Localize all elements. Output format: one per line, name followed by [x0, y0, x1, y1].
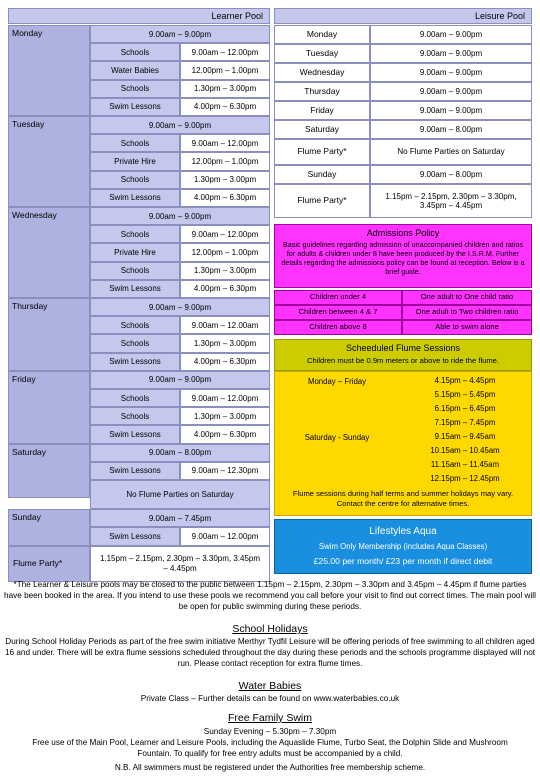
admissions-text: Basic guidelines regarding admission of unaccompanied children and ratios for adults & children under 8 have been produced by the I.S.R.M. Further details regarding the admissions policy can be found at reception. Below is a brief guide.	[281, 240, 525, 276]
session-name: Schools	[90, 171, 180, 189]
session-name: Swim Lessons	[90, 189, 180, 207]
session-name: Private Hire	[90, 152, 180, 170]
session-time: 4.00pm – 6.30pm	[180, 98, 270, 116]
session-name: Swim Lessons	[90, 425, 180, 443]
lifestyles-price: £25.00 per month/ £23 per month if direct debit	[313, 556, 493, 566]
leisure-day-label: Flume Party*	[274, 184, 370, 218]
session-time: 9.00am – 12.00pm	[180, 225, 270, 243]
session-time: 1.30pm – 3.00pm	[180, 407, 270, 425]
flume-sessions-subtitle: Children must be 0.9m meters or above to ride the flume.	[306, 356, 500, 365]
leisure-day-label: Friday	[274, 101, 370, 120]
leisure-day-label: Monday	[274, 25, 370, 44]
session-time: 9.00am – 12.30pm	[180, 462, 270, 480]
leisure-pool-header: Leisure Pool	[274, 8, 532, 24]
leisure-day-label: Thursday	[274, 82, 370, 101]
flume-weekend-label: Saturday - Sunday	[304, 433, 370, 442]
opening-hours: 9.00am – 9.00pm	[90, 25, 270, 43]
flume-weekday-times	[399, 372, 531, 430]
session-name: Schools	[90, 134, 180, 152]
flume-weekend-times	[399, 428, 531, 486]
day-label-thursday: Thursday	[12, 301, 48, 312]
flume-sessions-box	[274, 371, 532, 516]
admissions-age-group: Children under 4	[274, 290, 402, 305]
lifestyles-subtitle: Swim Only Membership (includes Aqua Classes)	[318, 542, 488, 551]
opening-hours: 9.00am – 9.00pm	[90, 298, 270, 316]
free-family-swim-title: Free Family Swim	[227, 712, 312, 724]
admissions-age-group: Children between 4 & 7	[274, 305, 402, 320]
session-name: Schools	[90, 407, 180, 425]
learner-flume-party-label: Flume Party*	[8, 546, 90, 582]
session-time: 1.30pm – 3.00pm	[180, 334, 270, 352]
day-label-saturday: Saturday	[12, 446, 47, 457]
leisure-day-label: Sunday	[274, 165, 370, 184]
leisure-hours: 9.00am – 9.00pm	[370, 82, 532, 101]
leisure-day-label: Tuesday	[274, 44, 370, 63]
day-label-wednesday: Wednesday	[12, 210, 57, 221]
leisure-hours: 9.00am – 9.00pm	[370, 63, 532, 82]
flume-session-time: 6.15pm – 6.45pm	[434, 404, 496, 413]
free-family-swim-text: Free use of the Main Pool, Learner and Leisure Pools, including the Aquaslide Flume, Turbo Seat, the Dolphin Slide and Mushroom Fountain. To qualify for free entry adults must be accompanied by a child.	[32, 738, 508, 758]
session-name: Swim Lessons	[90, 527, 180, 545]
leisure-hours: 1.15pm – 2.15pm, 2.30pm – 3.30pm, 3.45pm – 4.45pm	[370, 184, 532, 218]
session-time: 9.00am – 12.00pm	[180, 134, 270, 152]
flume-sessions-header	[274, 339, 532, 371]
flume-sessions-note: Flume sessions during half terms and summer holidays may vary. Contact the centre for alternative times.	[292, 489, 514, 508]
session-time: 12.00pm – 1.00pm	[180, 243, 270, 261]
session-name: Swim Lessons	[90, 98, 180, 116]
flume-weekday-label: Monday – Friday	[307, 377, 367, 386]
day-label-tuesday: Tuesday	[12, 119, 45, 130]
session-time: 12.00pm – 1.00pm	[180, 152, 270, 170]
session-time: 4.00pm – 6.30pm	[180, 280, 270, 298]
admissions-age-group: Children above 8	[274, 320, 402, 335]
flume-session-time: 11.15am – 11.45am	[430, 460, 500, 469]
opening-hours: 9.00am – 9.00pm	[90, 207, 270, 225]
leisure-hours: No Flume Parties on Saturday	[370, 139, 532, 165]
flume-session-time: 12.15pm – 12.45pm	[430, 474, 500, 483]
leisure-hours: 9.00am – 9.00pm	[370, 25, 532, 44]
day-label-friday: Friday	[12, 374, 36, 384]
flume-session-time: 9.15am – 9.45am	[434, 432, 496, 441]
learner-pool-header: Learner Pool	[8, 8, 270, 24]
session-name: Schools	[90, 80, 180, 98]
opening-hours: 9.00am – 9.00pm	[90, 116, 270, 134]
leisure-hours: 9.00am – 9.00pm	[370, 101, 532, 120]
session-name: Schools	[90, 334, 180, 352]
flume-sessions-title: Scheeduled Flume Sessions	[345, 343, 461, 353]
admissions-policy-box	[274, 224, 532, 288]
session-time: 1.30pm – 3.00pm	[180, 171, 270, 189]
session-name: Schools	[90, 316, 180, 334]
session-time: 4.00pm – 6.30pm	[180, 189, 270, 207]
session-name: Schools	[90, 262, 180, 280]
session-time: 9.00am – 12.00pm	[180, 389, 270, 407]
flume-session-time: 7.15pm – 7.45pm	[434, 418, 496, 427]
learner-flume-party-times: 1.15pm – 2.15pm, 2.30pm – 3.30pm, 3.45pm – 4.45pm	[90, 546, 270, 582]
lifestyles-title: Lifestyles Aqua	[369, 526, 437, 537]
opening-hours: 9.00am – 9.00pm	[90, 371, 270, 389]
flume-session-time: 4.15pm – 4.45pm	[434, 376, 496, 385]
day-label-sunday: Sunday	[12, 512, 41, 523]
leisure-hours: 9.00am – 8.00pm	[370, 165, 532, 184]
water-babies-title: Water Babies	[238, 680, 302, 692]
session-time: 4.00pm – 6.30pm	[180, 353, 270, 371]
leisure-hours: 9.00am – 9.00pm	[370, 44, 532, 63]
lifestyles-aqua-box	[274, 519, 532, 574]
leisure-day-label: Flume Party*	[274, 139, 370, 165]
session-time: 9.00am – 12.00pm	[180, 527, 270, 545]
free-family-swim-note: N.B. All swimmers must be registered under the Authorities free membership scheme.	[114, 763, 426, 772]
session-name: Swim Lessons	[90, 353, 180, 371]
session-name: Schools	[90, 389, 180, 407]
admissions-title: Admissions Policy	[366, 228, 440, 238]
free-family-swim-time: Sunday Evening – 5.30pm – 7.30pm	[203, 727, 337, 736]
footnote: *The Learner & Leisure pools may be closed to the public between 1.15pm – 2.15pm, 2.30pm – 3.30pm and 3.45pm – 4.45pm if flume parties have been booked in the area. If you intend to use these pools we recommend you call before your visit to find out correct times. The main pool will be open for public swimming during these periods.	[4, 580, 536, 611]
session-time: 9.00am – 12.00am	[180, 316, 270, 334]
opening-hours: 9.00am – 8.00pm	[90, 444, 270, 462]
school-holidays-title: School Holidays	[232, 623, 308, 635]
leisure-day-label: Wednesday	[274, 63, 370, 82]
flume-session-time: 5.15pm – 5.45pm	[434, 390, 496, 399]
session-name: Schools	[90, 225, 180, 243]
day-label-monday: Monday	[12, 28, 43, 39]
session-name: Water Babies	[90, 61, 180, 79]
admissions-ratio: One adult to Two children ratio	[402, 305, 532, 320]
leisure-hours: 9.00am – 8.00pm	[370, 120, 532, 139]
session-time: 12.00pm – 1.00pm	[180, 61, 270, 79]
water-babies-text: Private Class – Further details can be found on www.waterbabies.co.uk	[140, 694, 400, 703]
flume-session-time: 10.15am – 10.45am	[430, 446, 500, 455]
session-time: 9.00am – 12.00pm	[180, 43, 270, 61]
session-name: Swim Lessons	[90, 280, 180, 298]
saturday-flume-note: No Flume Parties on Saturday	[90, 480, 270, 509]
session-time: 1.30pm – 3.00pm	[180, 262, 270, 280]
session-time: 4.00pm – 6.30pm	[180, 425, 270, 443]
session-name: Schools	[90, 43, 180, 61]
session-name: Swim Lessons	[90, 462, 180, 480]
session-time: 1.30pm – 3.00pm	[180, 80, 270, 98]
leisure-day-label: Saturday	[274, 120, 370, 139]
opening-hours: 9.00am – 7.45pm	[90, 509, 270, 527]
school-holidays-text: During School Holiday Periods as part of the free swim initiative Merthyr Tydfil Leisure will be offering periods of free swimming to all children aged 16 and under. There will be extra flume sessions scheduled throughout the day during these periods and the schools programme displayed will not run. Please contact reception for extra flume times.	[4, 637, 536, 668]
session-name: Private Hire	[90, 243, 180, 261]
admissions-ratio: One adult to One child ratio	[402, 290, 532, 305]
admissions-ratio: Able to swim alone	[402, 320, 532, 335]
